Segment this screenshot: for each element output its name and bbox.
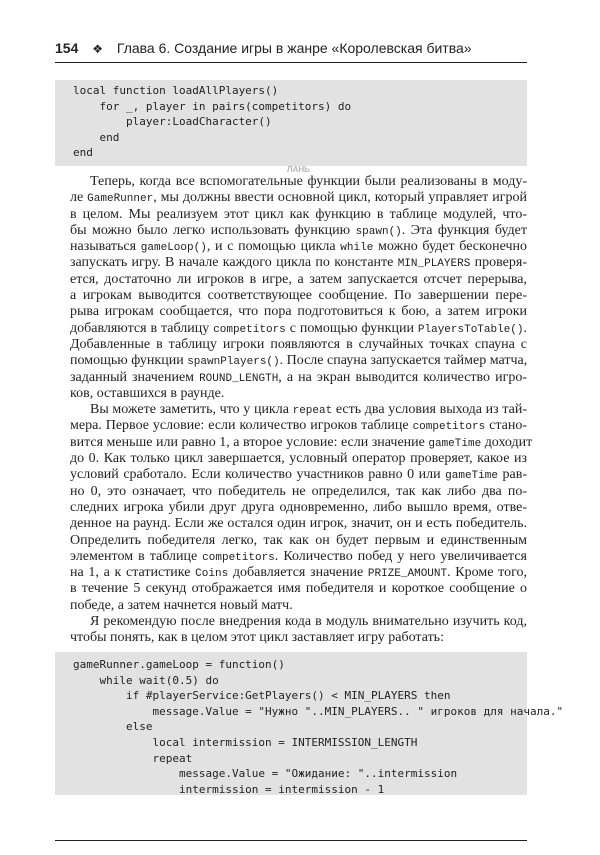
code-line: intermission = intermission - 1: [73, 782, 385, 796]
text-run: вится меньше или равно 1, а второе условие: если значение: [70, 434, 429, 450]
code-line: while wait(0.5) do: [73, 673, 219, 687]
text-run: до 0. Как только цикл завершается, условный оператор проверяет, какое из: [70, 451, 527, 467]
text-run: добавляется значение: [228, 565, 368, 581]
text-line: [70, 484, 527, 500]
inline-code: GameRunner: [87, 193, 154, 206]
text-run: добавляются в таблицу: [70, 320, 214, 336]
text-line: [70, 255, 527, 271]
code-line: message.Value = "Нужно "..MIN_PLAYERS.. " игроков для начала.": [73, 704, 564, 718]
text-run: ков, оставшихся в раунде.: [70, 385, 225, 401]
text-line: [70, 190, 527, 206]
body-text: [70, 174, 533, 647]
text-run: элементом в таблице: [70, 548, 203, 564]
text-run: Добавленные в таблицу игроки появляются в случайных точках спауна с: [70, 336, 527, 352]
text-run: бы можно было легко использовать функцию: [70, 222, 356, 238]
code-line: if #playerService:GetPlayers() < MIN_PLAYERS then: [73, 689, 451, 703]
bottom-rule: [55, 840, 527, 841]
text-line: [70, 239, 527, 255]
text-run: на 1, а к статистике: [70, 565, 196, 581]
code-block-game-loop: [55, 652, 564, 796]
text-line: [70, 370, 527, 386]
text-line: [70, 337, 527, 353]
inline-code: gameLoop(): [140, 242, 207, 255]
text-run: есть два условия выхода из тай-: [332, 402, 527, 418]
text-line: [70, 402, 527, 418]
text-line: [70, 174, 527, 190]
inline-code: repeat: [292, 405, 333, 418]
text-run: , мы должны ввести основной цикл, который управляет игрой: [153, 190, 527, 206]
watermark-logo: ЛАНЬ: [287, 165, 310, 174]
chapter-title: Глава 6. Создание игры в жанре «Королевская битва»: [116, 40, 472, 56]
text-run: доходит: [481, 434, 533, 450]
inline-code: PlayersToTable(): [417, 323, 524, 336]
code-line: else: [73, 720, 153, 734]
text-run: называться: [70, 239, 141, 255]
text-line: [70, 418, 527, 434]
text-run: а игрокам выводится соответствующее сообщение. По завершении пере-: [70, 288, 527, 304]
text-run: , и с помощью цикла: [206, 239, 341, 255]
inline-code: competitors: [202, 551, 275, 564]
text-run: следних игрока убили друг друга одновременно, либо вышло время, отве-: [70, 499, 527, 515]
text-run: . Кроме того,: [447, 565, 527, 581]
code-line: local intermission = INTERMISSION_LENGTH: [73, 735, 418, 749]
text-line: [70, 451, 527, 467]
inline-code: competitors: [213, 323, 286, 336]
text-line: [70, 549, 527, 565]
text-line: [70, 565, 527, 581]
text-line: [70, 288, 527, 304]
text-run: денное на раунд. Если же остался один игрок, значит, он и есть победитель.: [70, 516, 527, 532]
inline-code: while: [340, 242, 374, 255]
text-line: [70, 533, 527, 549]
text-run: ле: [70, 190, 88, 206]
text-run: Определить победителя легко, так как он будет первым и единственным: [70, 532, 527, 548]
text-line: [70, 321, 527, 337]
code-line: end: [73, 146, 93, 160]
code-line: repeat: [73, 751, 193, 765]
text-run: стано-: [485, 418, 528, 434]
text-run: Вы можете заметить, что у цикла: [90, 402, 293, 418]
text-run: условий сработало. Если количество участников равно 0 или: [70, 467, 446, 483]
text-line: [70, 516, 527, 532]
text-line: [70, 386, 527, 402]
text-run: помощью функции: [70, 353, 188, 369]
text-line: [70, 598, 527, 614]
page-number: 154: [55, 40, 79, 56]
text-run: рав-: [497, 467, 527, 483]
inline-code: competitors: [412, 421, 486, 434]
text-run: мера. Первое условие: если количество игроков таблице: [70, 418, 413, 434]
code-block-load-all-players: [55, 80, 527, 166]
inline-code: Coins: [195, 568, 229, 581]
text-run: победе, а затем начнется новый матч.: [70, 597, 293, 613]
text-line: [70, 223, 527, 239]
inline-code: spawnPlayers(): [187, 356, 280, 369]
text-line: [70, 207, 527, 223]
text-run: но 0, это означает, что победитель не определился, так как либо два по-: [70, 483, 527, 499]
inline-code: PRIZE_AMOUNT: [367, 568, 448, 581]
text-run: запускать игру. В начале каждого цикла по константе: [70, 255, 398, 271]
text-run: . После спауна запускается таймер матча,: [279, 353, 528, 369]
running-header: [55, 40, 527, 63]
text-run: с помощью функции: [285, 320, 418, 336]
text-run: можно будет бесконечно: [373, 239, 527, 255]
inline-code: MIN_PLAYERS: [397, 258, 471, 271]
text-run: Теперь, когда все вспомогательные функции были реализованы в моду-: [90, 174, 527, 189]
text-line: [70, 434, 533, 451]
code-line: message.Value = "Ожидание: "..intermission: [73, 767, 458, 781]
inline-code: ROUND_LENGTH: [199, 372, 279, 385]
text-run: . Эта функция будет: [401, 222, 527, 238]
text-run: в целом. Мы реализуем этот цикл как функцию в таблице модулей, что-: [70, 206, 527, 222]
text-line: [70, 353, 527, 369]
text-run: , а на экран выводится количество игро-: [278, 369, 528, 385]
text-run: проверя-: [470, 255, 527, 271]
text-line: [70, 614, 527, 630]
text-line: [70, 467, 527, 483]
code-line: local function loadAllPlayers(): [73, 84, 279, 97]
text-run: чтобы понять, как в целом этот цикл заставляет игру работать:: [70, 630, 444, 646]
text-run: Я рекомендую после внедрения кода в модуль внимательно изучить код,: [90, 614, 527, 630]
separator-ornament: ❖: [92, 42, 104, 56]
text-line: [70, 630, 527, 646]
text-run: . Количество побед у него увеличивается: [274, 548, 527, 564]
text-run: рыва игрокам сообщается, что пора подготовиться к бою, а затем игроки: [70, 304, 527, 320]
inline-code: spawn(): [355, 225, 402, 238]
code-line: for _, player in pairs(competitors) do: [73, 99, 352, 113]
code-line: gameRunner.gameLoop = function(): [73, 658, 285, 671]
text-run: заданный значением: [70, 369, 200, 385]
text-run: ется, достаточно ли игроков в игре, а затем запускается отсчет перерыва,: [70, 271, 527, 287]
inline-code: gameTime: [428, 437, 482, 450]
text-line: [70, 581, 527, 597]
text-run: .: [523, 320, 528, 336]
text-line: [70, 304, 527, 320]
code-line: player:LoadCharacter(): [73, 115, 272, 129]
text-line: [70, 272, 527, 288]
text-line: [70, 500, 527, 516]
code-line: end: [73, 130, 120, 144]
inline-code: gameTime: [445, 470, 498, 483]
text-run: в течение 5 секунд отображается имя победителя и короткое сообщение о: [70, 581, 527, 597]
